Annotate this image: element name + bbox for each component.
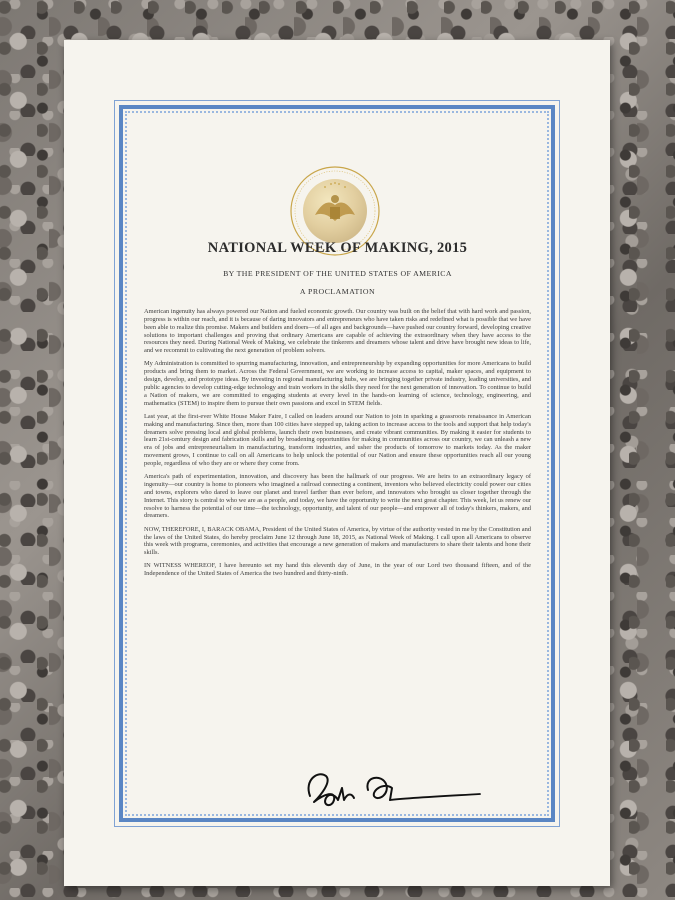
document-byline: BY THE PRESIDENT OF THE UNITED STATES OF AMERICA bbox=[223, 269, 452, 278]
paragraph: America's path of experimentation, innovation, and discovery has been the hallmark of our progress. We are heirs to an extraordinary legacy of ingenuity—our country is home to pioneers who imagined a railroad connecting a continent, inventors who believed electricity could power our cities and towns, explorers who dared to leave our planet and travel farther than ever before, and innovators who brought us closer together through the Internet. This story is central to who we are as a people, and today, we have the opportunity to write the next great chapter. This week, let us renew our resolve to harness the potential of our time—the technology, opportunity, and talent of our people—and empower all of today's thinkers, makers, and dreamers. bbox=[144, 473, 531, 520]
paragraph: American ingenuity has always powered our Nation and fueled economic growth. Our country was built on the belief that with hard work and passion, progress is within our reach, and it is because of daring innovators and entrepreneurs who have taken risks and redefined what is possible that we have been able to realize this promise. Makers and builders and doers—of all ages and backgrounds—have pushed our country forward, developing creative solutions to important challenges and proving that ordinary Americans are capable of achieving the extraordinary when they have access to the resources they need. During National Week of Making, we celebrate the tinkerers and dreamers whose talent and drive have brought new ideas to life, and we recommit to cultivating the next generation of problem solvers. bbox=[144, 308, 531, 355]
proclamation-body bbox=[144, 308, 531, 578]
paragraph: Last year, at the first-ever White House Maker Faire, I called on leaders around our Nation to join in sparking a grassroots renaissance in American making and manufacturing. Since then, more than 100 cities have stepped up, taking action to increase access to the tools and support that help today's dreamers solve pressing local and global problems, launch their own businesses, and create vibrant communities. By making it easier for students to learn 21st-century design and fabrication skills and by broadening opportunities for making in communities across our country, we can unleash a new era of jobs and entrepreneurialism in manufacturing, transform industries, and usher the products of tomorrow to markets today. As the maker movement grows, I continue to call on all Americans to help unlock the potential of our Nation and ensure these opportunities reach all our young people, regardless of who they are or where they come from. bbox=[144, 412, 531, 467]
document-type-label: A PROCLAMATION bbox=[299, 287, 376, 296]
proclamation-content bbox=[144, 240, 531, 584]
paragraph: My Administration is committed to spurring manufacturing, innovation, and entrepreneurship by expanding opportunities for more Americans to build products and bring them to market. Across the Federal Government, we are working to increase access to capital, maker spaces, and equipment to design, develop, and prototype ideas. By investing in regional manufacturing hubs, we are bringing together private industry, leading universities, and public agencies to develop cutting-edge technology and train workers in the skills they need for the next generation of innovation. To continue to build a Nation of makers, we are committed to engaging students at every level in the hands-on learning of science, technology, engineering, and mathematics (STEM) to inspire them to pursue their own passions and excel in STEM fields. bbox=[144, 360, 531, 407]
paragraph: NOW, THEREFORE, I, BARACK OBAMA, President of the United States of America, by virtue of the authority vested in me by the Constitution and the laws of the United States, do hereby proclaim June 12 through June 18, 2015, as National Week of Making. I call upon all Americans to observe this week with programs, ceremonies, and activities that encourage a new generation of makers and manufacturers to share their talents and hone their skills. bbox=[144, 525, 531, 557]
paragraph: IN WITNESS WHEREOF, I have hereunto set my hand this eleventh day of June, in the year of our Lord two thousand fifteen, and of the Independence of the United States of America the two hundred and thirty-ninth. bbox=[144, 562, 531, 578]
proclamation-paper bbox=[64, 40, 610, 886]
document-title: NATIONAL WEEK OF MAKING, 2015 bbox=[207, 240, 468, 256]
signature bbox=[296, 766, 486, 814]
